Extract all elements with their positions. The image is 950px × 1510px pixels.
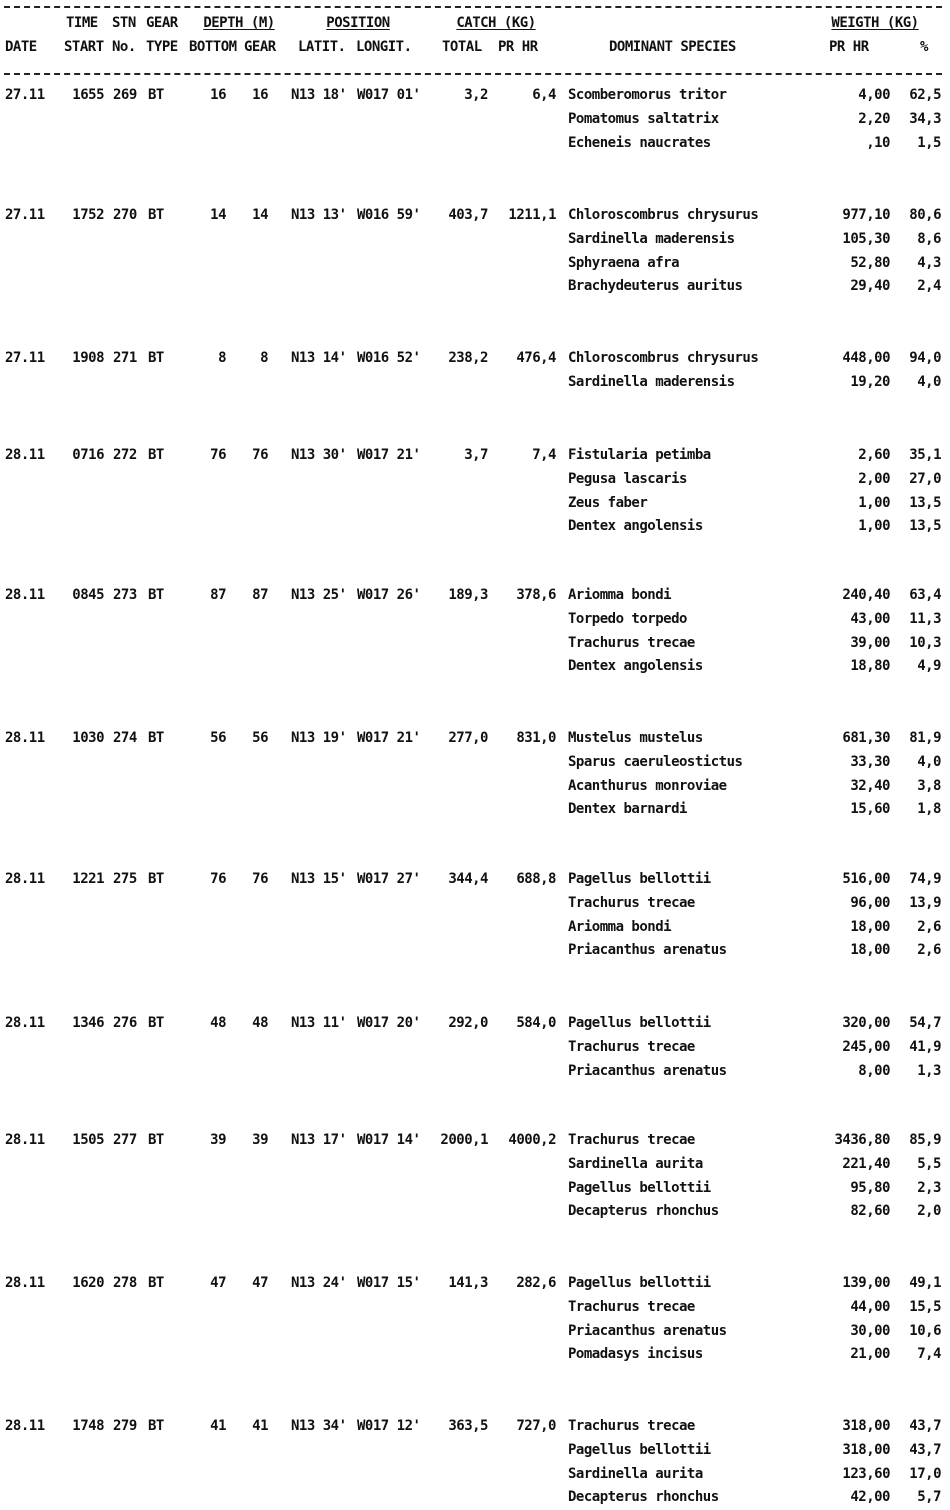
species-name: Scomberomorus tritor <box>568 87 727 103</box>
species-weight-percent: 1,3 <box>917 1063 941 1079</box>
species-weight-prhr: 4,00 <box>858 87 890 103</box>
station-longitude: W016 59' <box>357 207 421 223</box>
station-time-start: 1505 <box>72 1132 104 1148</box>
species-weight-percent: 27,0 <box>909 471 941 487</box>
station-time-start: 1030 <box>72 730 104 746</box>
header-time-line2: START <box>64 39 104 55</box>
species-name: Acanthurus monroviae <box>568 778 727 794</box>
species-weight-percent: 13,9 <box>909 895 941 911</box>
station-number: 278 <box>113 1275 137 1291</box>
header-gear-line2: TYPE <box>146 39 178 55</box>
species-weight-prhr: 448,00 <box>842 350 890 366</box>
species-weight-percent: 80,6 <box>909 207 941 223</box>
header-weight-prhr: PR HR <box>829 39 869 55</box>
station-catch-total: 363,5 <box>448 1418 488 1434</box>
species-name: Decapterus rhonchus <box>568 1489 719 1505</box>
species-weight-prhr: 3436,80 <box>834 1132 890 1148</box>
species-weight-percent: 15,5 <box>909 1299 941 1315</box>
species-weight-percent: 5,5 <box>917 1156 941 1172</box>
header-rule <box>4 73 942 75</box>
station-time-start: 1620 <box>72 1275 104 1291</box>
station-time-start: 0845 <box>72 587 104 603</box>
species-weight-percent: 2,3 <box>917 1180 941 1196</box>
station-catch-prhr: 688,8 <box>516 871 556 887</box>
species-weight-percent: 1,5 <box>917 135 941 151</box>
station-catch-prhr: 476,4 <box>516 350 556 366</box>
station-latitude: N13 24' <box>291 1275 347 1291</box>
station-time-start: 1748 <box>72 1418 104 1434</box>
species-name: Pomadasys incisus <box>568 1346 703 1362</box>
header-stn-line1: STN <box>112 15 136 31</box>
station-depth-gear: 76 <box>252 871 268 887</box>
station-catch-prhr: 584,0 <box>516 1015 556 1031</box>
species-name: Sardinella maderensis <box>568 374 735 390</box>
station-catch-total: 403,7 <box>448 207 488 223</box>
species-weight-prhr: 1,00 <box>858 495 890 511</box>
station-depth-bottom: 14 <box>210 207 226 223</box>
species-weight-prhr: 245,00 <box>842 1039 890 1055</box>
species-weight-prhr: 18,00 <box>850 942 890 958</box>
station-latitude: N13 19' <box>291 730 347 746</box>
station-catch-total: 141,3 <box>448 1275 488 1291</box>
species-weight-prhr: 681,30 <box>842 730 890 746</box>
station-latitude: N13 17' <box>291 1132 347 1148</box>
station-catch-prhr: 1211,1 <box>508 207 556 223</box>
species-weight-prhr: 95,80 <box>850 1180 890 1196</box>
species-name: Priacanthus arenatus <box>568 1323 727 1339</box>
station-depth-bottom: 48 <box>210 1015 226 1031</box>
species-weight-percent: 43,7 <box>909 1442 941 1458</box>
station-depth-gear: 16 <box>252 87 268 103</box>
species-name: Sardinella aurita <box>568 1156 703 1172</box>
species-weight-percent: 10,6 <box>909 1323 941 1339</box>
station-longitude: W017 21' <box>357 730 421 746</box>
species-name: Sardinella maderensis <box>568 231 735 247</box>
station-latitude: N13 30' <box>291 447 347 463</box>
species-weight-prhr: 42,00 <box>850 1489 890 1505</box>
station-depth-gear: 47 <box>252 1275 268 1291</box>
species-weight-percent: 81,9 <box>909 730 941 746</box>
species-name: Trachurus trecae <box>568 895 695 911</box>
station-longitude: W017 14' <box>357 1132 421 1148</box>
species-weight-prhr: 21,00 <box>850 1346 890 1362</box>
station-gear-type: BT <box>148 207 164 223</box>
species-weight-percent: 13,5 <box>909 518 941 534</box>
species-weight-prhr: 2,20 <box>858 111 890 127</box>
station-longitude: W016 52' <box>357 350 421 366</box>
station-depth-gear: 8 <box>260 350 268 366</box>
header-depth-bottom: BOTTOM <box>189 39 237 55</box>
station-catch-prhr: 282,6 <box>516 1275 556 1291</box>
station-catch-total: 3,7 <box>464 447 488 463</box>
header-depth-gear: GEAR <box>244 39 276 55</box>
species-weight-percent: 4,0 <box>917 754 941 770</box>
species-name: Trachurus trecae <box>568 1299 695 1315</box>
species-weight-prhr: 105,30 <box>842 231 890 247</box>
station-latitude: N13 13' <box>291 207 347 223</box>
species-name: Zeus faber <box>568 495 648 511</box>
species-name: Chloroscombrus chrysurus <box>568 207 759 223</box>
station-longitude: W017 20' <box>357 1015 421 1031</box>
species-weight-prhr: 2,00 <box>858 471 890 487</box>
species-name: Fistularia petimba <box>568 447 711 463</box>
station-number: 275 <box>113 871 137 887</box>
species-name: Torpedo torpedo <box>568 611 687 627</box>
species-weight-prhr: 139,00 <box>842 1275 890 1291</box>
station-longitude: W017 26' <box>357 587 421 603</box>
station-gear-type: BT <box>148 447 164 463</box>
species-name: Dentex angolensis <box>568 658 703 674</box>
station-date: 27.11 <box>5 87 45 103</box>
species-weight-percent: 34,3 <box>909 111 941 127</box>
species-name: Echeneis naucrates <box>568 135 711 151</box>
station-time-start: 0716 <box>72 447 104 463</box>
station-longitude: W017 21' <box>357 447 421 463</box>
species-weight-prhr: 18,80 <box>850 658 890 674</box>
species-weight-prhr: 1,00 <box>858 518 890 534</box>
station-number: 277 <box>113 1132 137 1148</box>
station-depth-gear: 87 <box>252 587 268 603</box>
species-weight-prhr: 29,40 <box>850 278 890 294</box>
species-name: Priacanthus arenatus <box>568 1063 727 1079</box>
header-longit: LONGIT. <box>356 39 412 55</box>
species-name: Ariomma bondi <box>568 587 672 603</box>
species-weight-percent: 7,4 <box>917 1346 941 1362</box>
station-number: 269 <box>113 87 137 103</box>
station-number: 270 <box>113 207 137 223</box>
species-name: Mustelus mustelus <box>568 730 703 746</box>
species-name: Chloroscombrus chrysurus <box>568 350 759 366</box>
station-catch-total: 344,4 <box>448 871 488 887</box>
station-latitude: N13 15' <box>291 871 347 887</box>
station-depth-bottom: 47 <box>210 1275 226 1291</box>
station-date: 28.11 <box>5 587 45 603</box>
station-longitude: W017 15' <box>357 1275 421 1291</box>
header-dominant-species: DOMINANT SPECIES <box>609 39 736 55</box>
station-date: 28.11 <box>5 447 45 463</box>
species-weight-percent: 4,0 <box>917 374 941 390</box>
species-weight-percent: 85,9 <box>909 1132 941 1148</box>
station-latitude: N13 18' <box>291 87 347 103</box>
species-weight-prhr: 320,00 <box>842 1015 890 1031</box>
species-name: Pomatomus saltatrix <box>568 111 719 127</box>
station-latitude: N13 14' <box>291 350 347 366</box>
station-latitude: N13 34' <box>291 1418 347 1434</box>
station-depth-gear: 41 <box>252 1418 268 1434</box>
station-gear-type: BT <box>148 350 164 366</box>
species-weight-percent: 43,7 <box>909 1418 941 1434</box>
species-name: Trachurus trecae <box>568 1418 695 1434</box>
station-date: 28.11 <box>5 730 45 746</box>
station-gear-type: BT <box>148 730 164 746</box>
species-weight-percent: 2,6 <box>917 919 941 935</box>
header-catch-prhr: PR HR <box>498 39 538 55</box>
species-weight-prhr: 39,00 <box>850 635 890 651</box>
station-number: 273 <box>113 587 137 603</box>
header-stn-line2: No. <box>112 39 136 55</box>
species-weight-percent: 54,7 <box>909 1015 941 1031</box>
station-date: 28.11 <box>5 1132 45 1148</box>
station-depth-bottom: 87 <box>210 587 226 603</box>
station-latitude: N13 11' <box>291 1015 347 1031</box>
species-name: Decapterus rhonchus <box>568 1203 719 1219</box>
header-date: DATE <box>5 39 37 55</box>
station-catch-total: 238,2 <box>448 350 488 366</box>
species-weight-percent: 35,1 <box>909 447 941 463</box>
species-weight-percent: 4,9 <box>917 658 941 674</box>
species-weight-prhr: ,10 <box>866 135 890 151</box>
header-depth-group: DEPTH (M) <box>203 15 275 31</box>
station-latitude: N13 25' <box>291 587 347 603</box>
species-weight-prhr: 221,40 <box>842 1156 890 1172</box>
station-depth-gear: 56 <box>252 730 268 746</box>
station-time-start: 1752 <box>72 207 104 223</box>
species-weight-percent: 13,5 <box>909 495 941 511</box>
station-number: 279 <box>113 1418 137 1434</box>
species-name: Sphyraena afra <box>568 255 680 271</box>
species-name: Ariomma bondi <box>568 919 672 935</box>
species-weight-prhr: 15,60 <box>850 801 890 817</box>
species-name: Dentex angolensis <box>568 518 703 534</box>
station-longitude: W017 12' <box>357 1418 421 1434</box>
species-weight-prhr: 32,40 <box>850 778 890 794</box>
species-name: Dentex barnardi <box>568 801 687 817</box>
station-catch-prhr: 378,6 <box>516 587 556 603</box>
species-name: Sardinella aurita <box>568 1466 703 1482</box>
species-weight-percent: 62,5 <box>909 87 941 103</box>
species-weight-percent: 74,9 <box>909 871 941 887</box>
station-number: 274 <box>113 730 137 746</box>
station-depth-gear: 14 <box>252 207 268 223</box>
species-weight-percent: 8,6 <box>917 231 941 247</box>
species-weight-percent: 2,4 <box>917 278 941 294</box>
station-gear-type: BT <box>148 1275 164 1291</box>
species-name: Pegusa lascaris <box>568 471 687 487</box>
station-date: 28.11 <box>5 871 45 887</box>
species-name: Trachurus trecae <box>568 1039 695 1055</box>
station-catch-prhr: 4000,2 <box>508 1132 556 1148</box>
station-depth-bottom: 8 <box>218 350 226 366</box>
station-catch-total: 292,0 <box>448 1015 488 1031</box>
station-catch-prhr: 831,0 <box>516 730 556 746</box>
station-depth-bottom: 41 <box>210 1418 226 1434</box>
species-weight-prhr: 33,30 <box>850 754 890 770</box>
station-gear-type: BT <box>148 1015 164 1031</box>
species-weight-percent: 5,7 <box>917 1489 941 1505</box>
station-time-start: 1655 <box>72 87 104 103</box>
species-name: Pagellus bellottii <box>568 1442 711 1458</box>
species-weight-percent: 10,3 <box>909 635 941 651</box>
station-date: 27.11 <box>5 350 45 366</box>
species-name: Trachurus trecae <box>568 635 695 651</box>
station-number: 276 <box>113 1015 137 1031</box>
station-catch-total: 189,3 <box>448 587 488 603</box>
species-weight-percent: 1,8 <box>917 801 941 817</box>
species-name: Pagellus bellottii <box>568 1180 711 1196</box>
species-weight-prhr: 19,20 <box>850 374 890 390</box>
species-name: Pagellus bellottii <box>568 871 711 887</box>
header-position-group: POSITION <box>326 15 390 31</box>
species-weight-percent: 11,3 <box>909 611 941 627</box>
station-catch-total: 3,2 <box>464 87 488 103</box>
species-weight-prhr: 977,10 <box>842 207 890 223</box>
top-rule <box>4 6 942 8</box>
species-weight-percent: 4,3 <box>917 255 941 271</box>
species-weight-prhr: 18,00 <box>850 919 890 935</box>
header-gear-line1: GEAR <box>146 15 178 31</box>
species-weight-percent: 41,9 <box>909 1039 941 1055</box>
station-depth-gear: 39 <box>252 1132 268 1148</box>
header-weight-pct: % <box>920 39 928 55</box>
station-catch-prhr: 6,4 <box>532 87 556 103</box>
species-weight-prhr: 240,40 <box>842 587 890 603</box>
station-number: 271 <box>113 350 137 366</box>
station-depth-bottom: 76 <box>210 447 226 463</box>
header-catch-group: CATCH (KG) <box>456 15 536 31</box>
species-name: Sparus caeruleostictus <box>568 754 743 770</box>
species-name: Brachydeuterus auritus <box>568 278 743 294</box>
station-date: 28.11 <box>5 1015 45 1031</box>
station-longitude: W017 01' <box>357 87 421 103</box>
species-weight-percent: 3,8 <box>917 778 941 794</box>
station-depth-bottom: 56 <box>210 730 226 746</box>
station-gear-type: BT <box>148 1132 164 1148</box>
species-weight-prhr: 123,60 <box>842 1466 890 1482</box>
species-weight-percent: 2,6 <box>917 942 941 958</box>
species-weight-prhr: 30,00 <box>850 1323 890 1339</box>
station-date: 28.11 <box>5 1275 45 1291</box>
station-time-start: 1346 <box>72 1015 104 1031</box>
station-gear-type: BT <box>148 87 164 103</box>
station-gear-type: BT <box>148 1418 164 1434</box>
species-weight-percent: 49,1 <box>909 1275 941 1291</box>
station-depth-bottom: 16 <box>210 87 226 103</box>
species-weight-percent: 17,0 <box>909 1466 941 1482</box>
header-time-line1: TIME <box>66 15 98 31</box>
species-weight-prhr: 318,00 <box>842 1442 890 1458</box>
header-latit: LATIT. <box>298 39 346 55</box>
species-weight-percent: 63,4 <box>909 587 941 603</box>
species-weight-prhr: 43,00 <box>850 611 890 627</box>
station-time-start: 1221 <box>72 871 104 887</box>
species-name: Pagellus bellottii <box>568 1275 711 1291</box>
species-weight-prhr: 52,80 <box>850 255 890 271</box>
species-name: Trachurus trecae <box>568 1132 695 1148</box>
station-catch-prhr: 727,0 <box>516 1418 556 1434</box>
station-catch-total: 2000,1 <box>440 1132 488 1148</box>
station-depth-bottom: 39 <box>210 1132 226 1148</box>
species-weight-prhr: 82,60 <box>850 1203 890 1219</box>
station-depth-gear: 76 <box>252 447 268 463</box>
station-depth-gear: 48 <box>252 1015 268 1031</box>
station-date: 28.11 <box>5 1418 45 1434</box>
species-weight-prhr: 8,00 <box>858 1063 890 1079</box>
station-catch-total: 277,0 <box>448 730 488 746</box>
station-number: 272 <box>113 447 137 463</box>
species-name: Priacanthus arenatus <box>568 942 727 958</box>
header-catch-total: TOTAL <box>442 39 482 55</box>
station-gear-type: BT <box>148 871 164 887</box>
header-weight-group: WEIGTH (KG) <box>831 15 919 31</box>
station-catch-prhr: 7,4 <box>532 447 556 463</box>
species-weight-prhr: 96,00 <box>850 895 890 911</box>
species-weight-prhr: 516,00 <box>842 871 890 887</box>
station-date: 27.11 <box>5 207 45 223</box>
species-weight-prhr: 44,00 <box>850 1299 890 1315</box>
species-weight-percent: 2,0 <box>917 1203 941 1219</box>
species-weight-prhr: 2,60 <box>858 447 890 463</box>
station-time-start: 1908 <box>72 350 104 366</box>
species-weight-percent: 94,0 <box>909 350 941 366</box>
station-gear-type: BT <box>148 587 164 603</box>
station-longitude: W017 27' <box>357 871 421 887</box>
species-weight-prhr: 318,00 <box>842 1418 890 1434</box>
station-depth-bottom: 76 <box>210 871 226 887</box>
species-name: Pagellus bellottii <box>568 1015 711 1031</box>
